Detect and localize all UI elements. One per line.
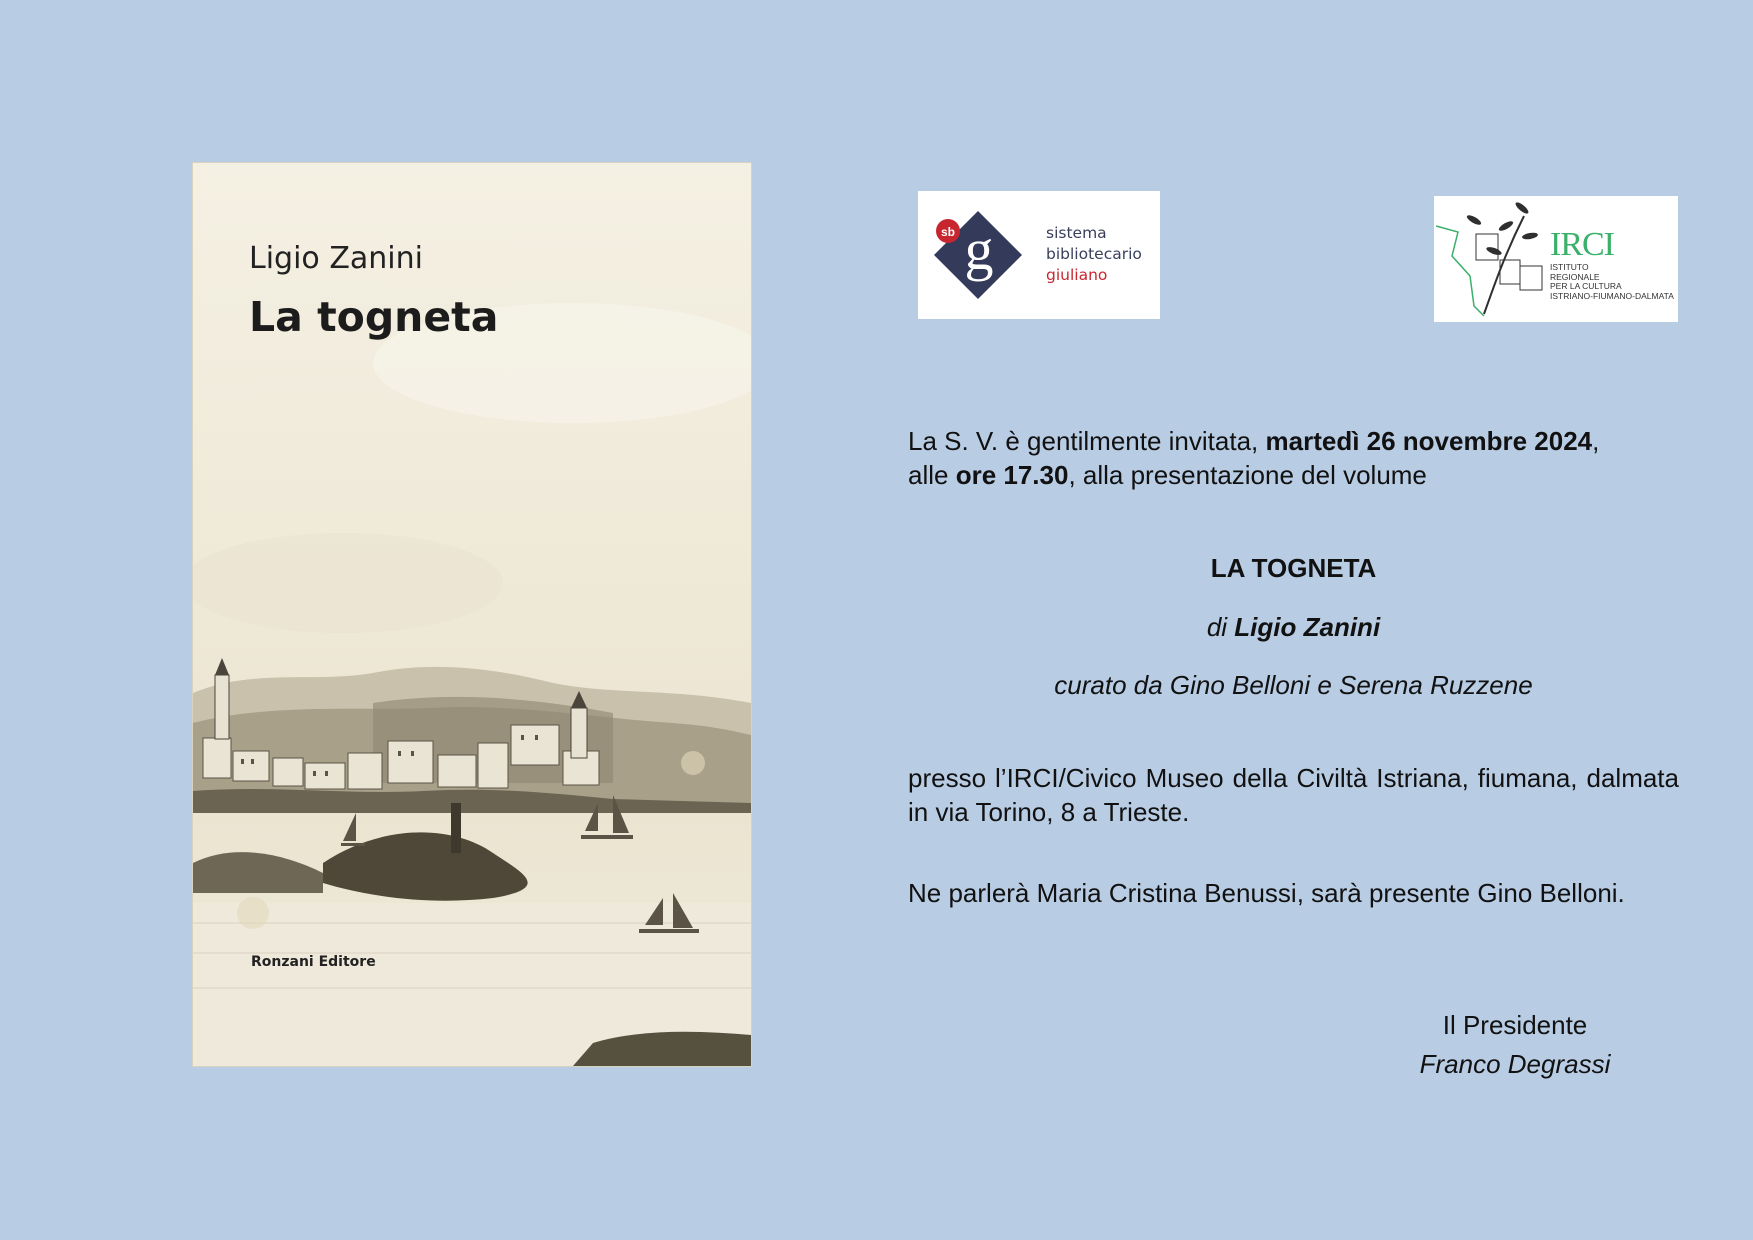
byline-prefix: di: [1206, 612, 1235, 642]
sbg-line2: bibliotecario: [1046, 245, 1142, 263]
sbg-logo-text: [1046, 223, 1142, 286]
book-cover: [193, 163, 751, 1066]
book-byline: [908, 610, 1679, 644]
sbg-logo: [918, 191, 1160, 319]
book-editors: curato da Gino Belloni e Serena Ruzzene: [1054, 670, 1533, 700]
irci-sub2: REGIONALE: [1550, 271, 1600, 282]
speaker-paragraph: Ne parlerà Maria Cristina Benussi, sarà presente Gino Belloni.: [908, 878, 1625, 908]
invite-text-4: , alla presentazione del volume: [1068, 460, 1427, 490]
cover-publisher: Ronzani Editore: [251, 954, 376, 970]
irci-name: IRCI: [1550, 226, 1614, 263]
sbg-line1: sistema: [1046, 224, 1107, 242]
invite-text-3: alle: [908, 460, 956, 490]
irci-sub3: PER LA CULTURA: [1550, 281, 1622, 291]
sbg-line3: giuliano: [1046, 266, 1108, 284]
book-title: LA TOGNETA: [1210, 553, 1377, 583]
invitation-paragraph: [908, 424, 1679, 492]
irci-subtitle: [1550, 263, 1674, 301]
irci-logo: [1434, 196, 1678, 322]
cover-author: Ligio Zanini: [249, 241, 423, 276]
venue-paragraph: presso l’IRCI/Civico Museo della Civiltà Istriana, fiumana, dalmata in via Torino, 8 a Trieste.: [908, 763, 1679, 827]
event-date: martedì 26 novembre 2024: [1265, 426, 1593, 456]
event-time: ore 17.30: [955, 460, 1069, 490]
sbg-book-icon: [932, 209, 1024, 301]
invite-text-1: La S. V. è gentilmente invitata,: [908, 426, 1266, 456]
signature-role: Il Presidente: [1442, 1010, 1588, 1040]
invite-text-2: ,: [1592, 426, 1600, 456]
signature-block: [1380, 1006, 1650, 1084]
svg-text:g: g: [964, 217, 994, 282]
svg-text:sb: sb: [940, 225, 956, 239]
irci-sub1: ISTITUTO: [1550, 262, 1589, 272]
signature-name: Franco Degrassi: [1419, 1049, 1611, 1079]
book-author: Ligio Zanini: [1234, 612, 1381, 642]
irci-sub4: ISTRIANO-FIUMANO-DALMATA: [1550, 290, 1674, 301]
cover-title: La togneta: [249, 293, 499, 341]
